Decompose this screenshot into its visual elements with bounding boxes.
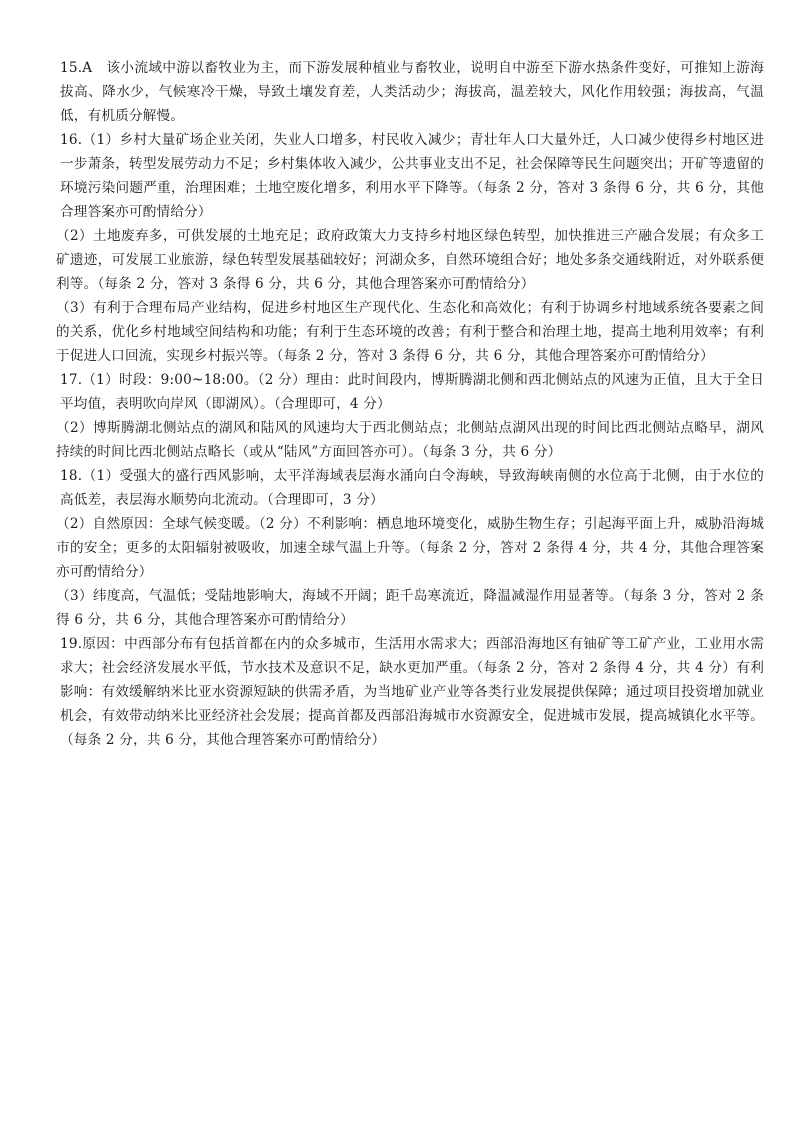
answer-q16-part3: （3）有利于合理布局产业结构，促进乡村地区生产现代化、生态化和高效化；有利于协调乡村地域系统各要素之间的关系，优化乡村地域空间结构和功能；有利于生态环境的改善；有利于整合和治理土地，提高土地利用效率；有利于促进人口回流，实现乡村振兴等。（每条 2 分，答对 3 条得 6 分，共 6 分，其他合理答案亦可酌情给分） bbox=[56, 300, 764, 364]
answer-q16-part1: 16.（1）乡村大量矿场企业关闭，失业人口增多，村民收入减少；青壮年人口大量外迁，人口减少使得乡村地区进一步萧条，转型发展劳动力不足；乡村集体收入减少，公共事业支出不足，社会保障等民生问题突出；开矿等遗留的环境污染问题严重，治理困难；土地空废化增多，利用水平下降等。（每条 2 分，答对 3 条得 6 分，共 6 分，其他合理答案亦可酌情给分） bbox=[60, 132, 764, 220]
answer-q17-part2: （2）博斯腾湖北侧站点的湖风和陆风的风速均大于西北侧站点；北侧站点湖风出现的时间比西北侧站点略早，湖风持续的时间比西北侧站点略长（或从“陆风”方面回答亦可）。（每条 3 分，共 6 分） bbox=[56, 420, 764, 460]
answer-q15: 15.A 该小流域中游以畜牧业为主，而下游发展种植业与畜牧业，说明自中游至下游水热条件变好，可推知上游海拔高、降水少，气候寒冷干燥，导致土壤发育差，人类活动少；海拔高，温差较大，风化作用较强；海拔高，气温低，有机质分解慢。 bbox=[60, 60, 764, 124]
answer-q18-part1: 18.（1）受强大的盛行西风影响，太平洋海域表层海水涌向白令海峡，导致海峡南侧的水位高于北侧，由于水位的高低差，表层海水顺势向北流动。（合理即可，3 分） bbox=[60, 468, 764, 508]
answer-q18-part2: （2）自然原因：全球气候变暖。（2 分）不利影响：栖息地环境变化，威胁生物生存；引起海平面上升，威胁沿海城市的安全；更多的太阳辐射被吸收，加速全球气温上升等。（每条 2 分，答对 2 条得 4 分，共 4 分，其他合理答案亦可酌情给分） bbox=[56, 516, 764, 580]
answer-q19: 19.原因：中西部分布有包括首都在内的众多城市，生活用水需求大；西部沿海地区有铀矿等工矿产业，工业用水需求大；社会经济发展水平低，节水技术及意识不足，缺水更加严重。（每条 2 分，答对 2 条得 4 分，共 4 分）有利影响：有效缓解纳米比亚水资源短缺的供需矛盾，为当地矿业产业等各类行业发展提供保障；通过项目投资增加就业机会，有效带动纳米比亚经济社会发展；提高首都及西部沿海城市水资源安全，促进城市发展，提高城镇化水平等。（每条 2 分，共 6 分，其他合理答案亦可酌情给分） bbox=[60, 636, 764, 748]
answer-q18-part3: （3）纬度高，气温低；受陆地影响大，海域不开阔；距千岛寒流近，降温减湿作用显著等。（每条 3 分，答对 2 条得 6 分，共 6 分，其他合理答案亦可酌情给分） bbox=[56, 588, 764, 628]
answer-q16-part2: （2）土地废弃多，可供发展的土地充足；政府政策大力支持乡村地区绿色转型，加快推进三产融合发展；有众多工矿遗迹，可发展工业旅游，绿色转型发展基础较好；河湖众多，自然环境组合好；地处多条交通线附近，对外联系便利等。（每条 2 分，答对 3 条得 6 分，共 6 分，其他合理答案亦可酌情给分） bbox=[56, 228, 764, 292]
answer-q17-part1: 17.（1）时段：9:00~18:00。（2 分）理由：此时间段内，博斯腾湖北侧和西北侧站点的风速为正值，且大于全日平均值，表明吹向岸风（即湖风）。（合理即可，4 分） bbox=[60, 372, 764, 412]
